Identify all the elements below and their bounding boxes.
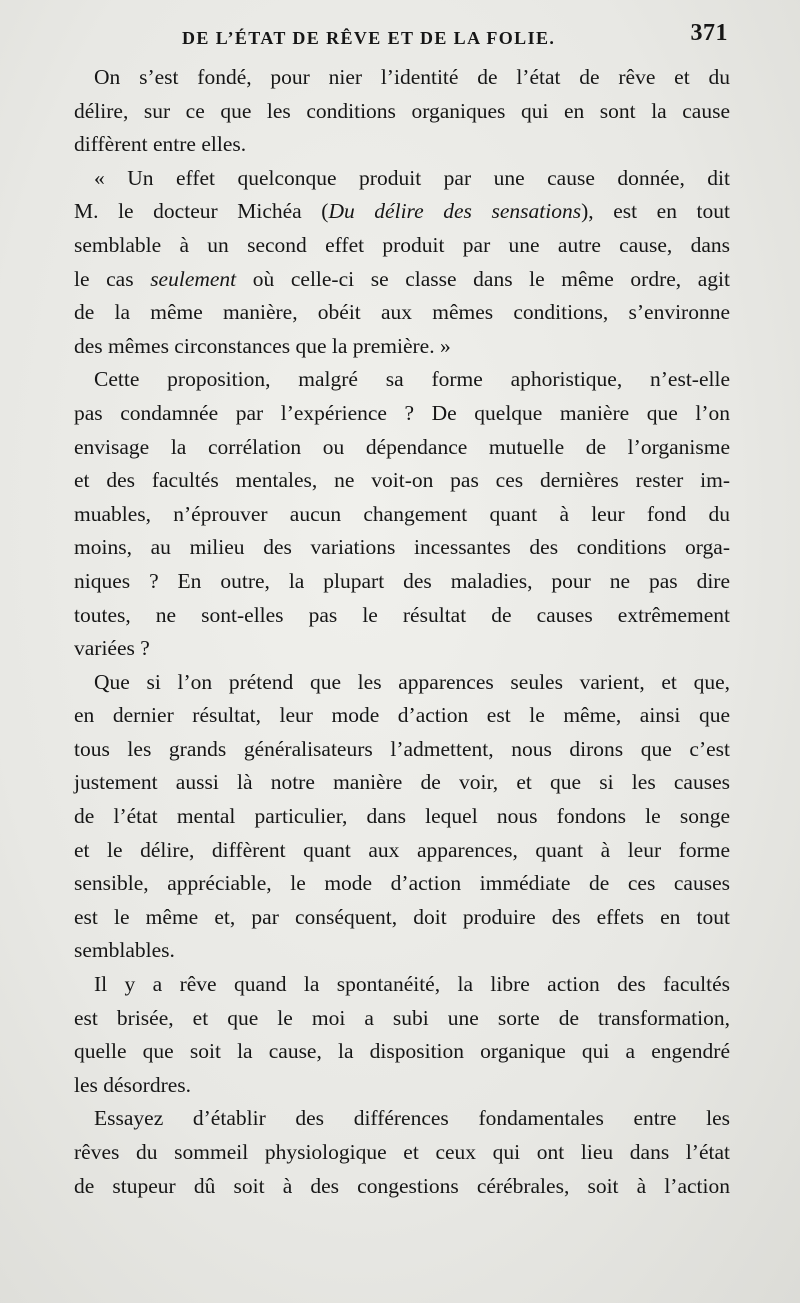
text-line: les désordres. bbox=[74, 1072, 192, 1097]
text-line: Essayez d’établir des différences fondamentales entre les bbox=[94, 1106, 730, 1131]
text-line: On s’est fondé, pour nier l’identité de l’état de rêve et du bbox=[94, 65, 730, 89]
text-line: semblable à un second effet produit par une autre cause, dans bbox=[74, 232, 730, 257]
text-line: pas condamnée par l’expérience ? De quelque manière que l’on bbox=[74, 400, 730, 425]
text-line: de la même manière, obéit aux mêmes conditions, s’environne bbox=[74, 300, 730, 325]
text-line: des mêmes circonstances que la première. » bbox=[74, 333, 451, 358]
text-line: de stupeur dû soit à des congestions cérébrales, soit à l’action bbox=[74, 1173, 730, 1198]
page-number: 371 bbox=[690, 20, 728, 46]
text-line: envisage la corrélation ou dépendance mutuelle de l’organisme bbox=[74, 434, 730, 459]
text-line: est brisée, et que le moi a subi une sorte de transformation, bbox=[74, 1005, 730, 1030]
text-line: Cette proposition, malgré sa forme aphoristique, n’est-elle bbox=[94, 367, 730, 392]
text-line: Il y a rêve quand la spontanéité, la libre action des facultés bbox=[94, 972, 730, 997]
text-line: sensible, appréciable, le mode d’action immédiate de ces causes bbox=[74, 871, 730, 896]
text-line bbox=[74, 263, 730, 297]
text-line: « Un effet quelconque produit par une cause donnée, dit bbox=[94, 165, 730, 190]
text-line: et le délire, diffèrent quant aux apparences, quant à leur forme bbox=[74, 837, 730, 862]
text-line: et des facultés mentales, ne voit-on pas ces dernières rester im- bbox=[74, 468, 730, 493]
body-text bbox=[74, 61, 730, 1203]
text-line: quelle que soit la cause, la disposition organique qui a engendré bbox=[74, 1039, 730, 1064]
text-line: délire, sur ce que les conditions organiques qui en sont la cause bbox=[74, 98, 730, 123]
text-line: tous les grands généralisateurs l’admettent, nous dirons que c’est bbox=[74, 736, 730, 761]
text-line: de l’état mental particulier, dans lequel nous fondons le songe bbox=[74, 804, 730, 829]
text-line: rêves du sommeil physiologique et ceux qui ont lieu dans l’état bbox=[74, 1140, 730, 1164]
text-line: toutes, ne sont-elles pas le résultat de causes extrêmement bbox=[74, 602, 730, 627]
emphasis: seulement bbox=[150, 266, 237, 291]
text-run: M. le docteur Michéa ( bbox=[74, 199, 329, 224]
text-run: où celle-ci se classe dans le même ordre, agit bbox=[236, 266, 731, 291]
text-line: niques ? En outre, la plupart des maladies, pour ne pas dire bbox=[74, 568, 730, 593]
text-run: le cas bbox=[74, 266, 151, 291]
text-line: moins, au milieu des variations incessantes des conditions orga- bbox=[74, 535, 730, 560]
page-header bbox=[72, 20, 732, 54]
text-line: en dernier résultat, leur mode d’action est le même, ainsi que bbox=[74, 703, 730, 728]
text-line: justement aussi là notre manière de voir, et que si les causes bbox=[74, 770, 730, 795]
text-line: est le même et, par conséquent, doit produire des effets en tout bbox=[74, 904, 730, 929]
text-line: diffèrent entre elles. bbox=[74, 132, 247, 157]
text-run: ), est en tout bbox=[581, 199, 730, 224]
text-line bbox=[74, 195, 730, 229]
text-line: variées ? bbox=[74, 636, 150, 661]
running-head: DE L’ÉTAT DE RÊVE ET DE LA FOLIE. bbox=[182, 28, 556, 48]
text-line: muables, n’éprouver aucun changement quant à leur fond du bbox=[74, 501, 730, 526]
text-line: Que si l’on prétend que les apparences seules varient, et que, bbox=[94, 669, 730, 694]
text-line: semblables. bbox=[74, 938, 175, 963]
book-title: Du délire des sensations bbox=[328, 199, 582, 224]
